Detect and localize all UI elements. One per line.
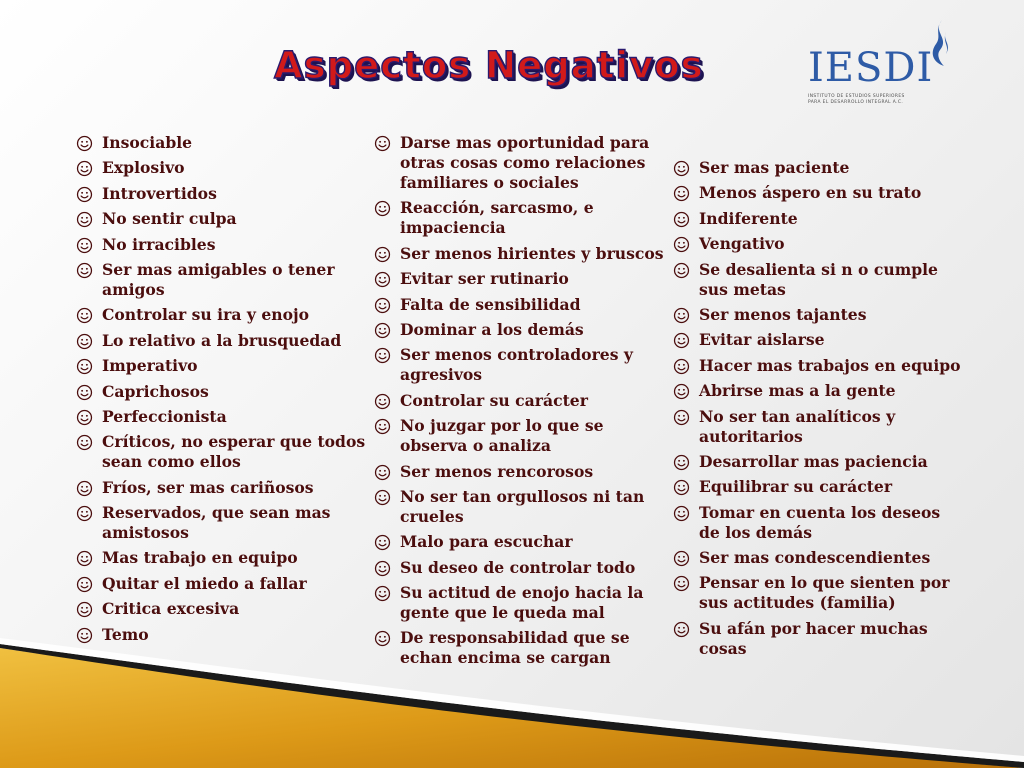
list-item-text: Ser mas amigables o tener amigos [102, 259, 335, 299]
list-item-text: Evitar aislarse [699, 330, 825, 350]
list-item [673, 477, 963, 497]
list-item-text: Fríos, ser mas cariñosos [102, 477, 314, 497]
list-item-text: Ser mas paciente [699, 158, 850, 177]
list-item-text: Vengativo [699, 234, 785, 254]
list-item-text: Ser menos rencorosos [400, 461, 594, 481]
list-item [76, 625, 366, 645]
list-item-text: Ser menos hirientes y bruscos [400, 243, 664, 263]
list-item-text: Explosivo [102, 158, 185, 178]
smiley-icon [76, 576, 93, 593]
smiley-icon [673, 211, 690, 228]
list-item [673, 356, 963, 376]
list-item-text: No ser tan analíticos y autoritarios [699, 406, 896, 446]
logo-subtitle-line-2: PARA EL DESARROLLO INTEGRAL A.C. [808, 99, 904, 105]
smiley-icon [673, 575, 690, 592]
list-item [76, 356, 366, 376]
list-item-text: Evitar ser rutinario [400, 269, 569, 289]
list-item [374, 269, 664, 289]
smiley-icon [374, 560, 391, 577]
list-item [673, 452, 963, 472]
smiley-icon [76, 262, 93, 279]
list-item-text: Dominar a los demás [400, 319, 584, 339]
list-item-text: Tomar en cuenta los deseos de los demás [699, 502, 941, 542]
smiley-icon [673, 160, 690, 177]
list-item [374, 487, 664, 527]
list-item [673, 548, 963, 568]
list-item [76, 574, 366, 594]
list-item [374, 198, 664, 238]
list-item-text: Reacción, sarcasmo, e impaciencia [400, 198, 594, 238]
list-item [76, 133, 366, 153]
list-item-text: Ser menos controladores y agresivos [400, 345, 633, 385]
list-item [374, 462, 664, 482]
list-item-text: No sentir culpa [102, 209, 237, 229]
smiley-icon [673, 383, 690, 400]
smiley-icon [374, 246, 391, 263]
list-item-text: Malo para escuchar [400, 532, 573, 552]
list-item [673, 330, 963, 350]
list-item [76, 382, 366, 402]
list-item-text: Críticos, no esperar que todos sean como ellos [102, 432, 366, 472]
list-item-text: Hacer mas trabajos en equipo [699, 355, 961, 375]
list-item [374, 558, 664, 578]
list-item [76, 599, 366, 619]
smiley-icon [374, 271, 391, 288]
smiley-icon [374, 347, 391, 364]
list-item [76, 503, 366, 543]
list-item [673, 619, 963, 659]
list-item-text: Equilibrar su carácter [699, 477, 893, 497]
list-item [76, 209, 366, 229]
list-item-text: Lo relativo a la brusquedad [102, 330, 342, 350]
list-item [673, 158, 963, 178]
logo-subtitle [808, 94, 958, 105]
list-item [374, 583, 664, 623]
smiley-icon [374, 464, 391, 481]
smiley-icon [76, 307, 93, 324]
list-item [673, 260, 963, 300]
list-item-text: Controlar su ira y enojo [102, 305, 310, 325]
smiley-icon [76, 358, 93, 375]
list-item-text: No ser tan orgullosos ni tan crueles [400, 486, 645, 526]
smiley-icon [76, 505, 93, 522]
negative-aspects-column-2 [374, 133, 664, 674]
smiley-icon [76, 409, 93, 426]
list-item [374, 244, 664, 264]
logo-text: IESDI [808, 45, 934, 91]
smiley-icon [673, 307, 690, 324]
smiley-icon [76, 211, 93, 228]
smiley-icon [76, 135, 93, 152]
list-item-text: Ser mas condescendientes [699, 548, 931, 568]
list-item-text: Insociable [102, 133, 193, 152]
list-item-text: Se desalienta si n o cumple sus metas [699, 259, 938, 299]
list-item [374, 391, 664, 411]
smiley-icon [673, 479, 690, 496]
smiley-icon [374, 534, 391, 551]
iesdi-logo [808, 18, 958, 104]
list-item [673, 407, 963, 447]
list-item [673, 573, 963, 613]
list-item-text: Su actitud de enojo hacia la gente que le queda mal [400, 583, 644, 623]
smiley-icon [374, 489, 391, 506]
logo-subtitle-line-1: INSTITUTO DE ESTUDIOS SUPERIORES [808, 94, 905, 99]
smiley-icon [673, 454, 690, 471]
list-item [374, 416, 664, 456]
list-item-text: Menos áspero en su trato [699, 183, 922, 203]
list-item-text: Controlar su carácter [400, 390, 588, 410]
list-item-text: Abrirse mas a la gente [699, 381, 896, 401]
list-item-text: Temo [102, 624, 149, 644]
list-item-text: Quitar el miedo a fallar [102, 573, 307, 593]
list-item-text: No irracibles [102, 234, 216, 254]
smiley-icon [76, 186, 93, 203]
smiley-icon [374, 630, 391, 647]
list-item [76, 478, 366, 498]
smiley-icon [76, 237, 93, 254]
list-item-text: Critica excesiva [102, 599, 240, 619]
list-item [76, 432, 366, 472]
smiley-icon [673, 236, 690, 253]
negative-aspects-column-3 [673, 158, 963, 664]
list-item [374, 532, 664, 552]
smiley-icon [374, 297, 391, 314]
list-item-text: Mas trabajo en equipo [102, 548, 298, 568]
smiley-icon [76, 550, 93, 567]
smiley-icon [76, 384, 93, 401]
list-item [374, 295, 664, 315]
list-item [673, 503, 963, 543]
smiley-icon [76, 480, 93, 497]
list-item [673, 234, 963, 254]
list-item [76, 184, 366, 204]
smiley-icon [374, 135, 391, 152]
list-item-text: Su afán por hacer muchas cosas [699, 618, 928, 658]
smiley-icon [673, 358, 690, 375]
list-item-text: Indiferente [699, 208, 798, 228]
list-item-text: Desarrollar mas paciencia [699, 451, 928, 471]
list-item-text: No juzgar por lo que se observa o analiza [400, 416, 604, 456]
list-item-text: Introvertidos [102, 183, 217, 203]
list-item [76, 235, 366, 255]
list-item-text: Pensar en lo que sienten por sus actitudes (familia) [699, 573, 950, 613]
smiley-icon [673, 185, 690, 202]
smiley-icon [673, 332, 690, 349]
smiley-icon [76, 160, 93, 177]
list-item [76, 331, 366, 351]
smiley-icon [374, 393, 391, 410]
smiley-icon [673, 550, 690, 567]
list-item [374, 345, 664, 385]
smiley-icon [76, 601, 93, 618]
list-item [76, 407, 366, 427]
list-item [673, 183, 963, 203]
list-item-text: Falta de sensibilidad [400, 294, 581, 314]
smiley-icon [76, 434, 93, 451]
smiley-icon [76, 627, 93, 644]
list-item-text: Perfeccionista [102, 406, 227, 426]
smiley-icon [76, 333, 93, 350]
smiley-icon [374, 585, 391, 602]
list-item [374, 628, 664, 668]
list-item [673, 209, 963, 229]
smiley-icon [673, 262, 690, 279]
list-item [374, 320, 664, 340]
list-item-text: Caprichosos [102, 381, 209, 401]
list-item-text: De responsabilidad que se echan encima se cargan [400, 628, 630, 668]
smiley-icon [374, 322, 391, 339]
smiley-icon [673, 621, 690, 638]
negative-aspects-column-1 [76, 133, 366, 650]
list-item [76, 158, 366, 178]
list-item [673, 305, 963, 325]
list-item [76, 305, 366, 325]
smiley-icon [673, 409, 690, 426]
list-item [76, 260, 366, 300]
smiley-icon [673, 505, 690, 522]
list-item-text: Su deseo de controlar todo [400, 557, 636, 577]
smiley-icon [374, 418, 391, 435]
list-item-text: Darse mas oportunidad para otras cosas como relaciones familiares o sociales [400, 133, 650, 192]
page-title: Aspectos Negativos [274, 44, 704, 87]
list-item-text: Imperativo [102, 356, 198, 376]
list-item [76, 548, 366, 568]
list-item [374, 133, 664, 193]
list-item-text: Ser menos tajantes [699, 304, 867, 324]
list-item [673, 381, 963, 401]
smiley-icon [374, 200, 391, 217]
list-item-text: Reservados, que sean mas amistosos [102, 503, 331, 543]
